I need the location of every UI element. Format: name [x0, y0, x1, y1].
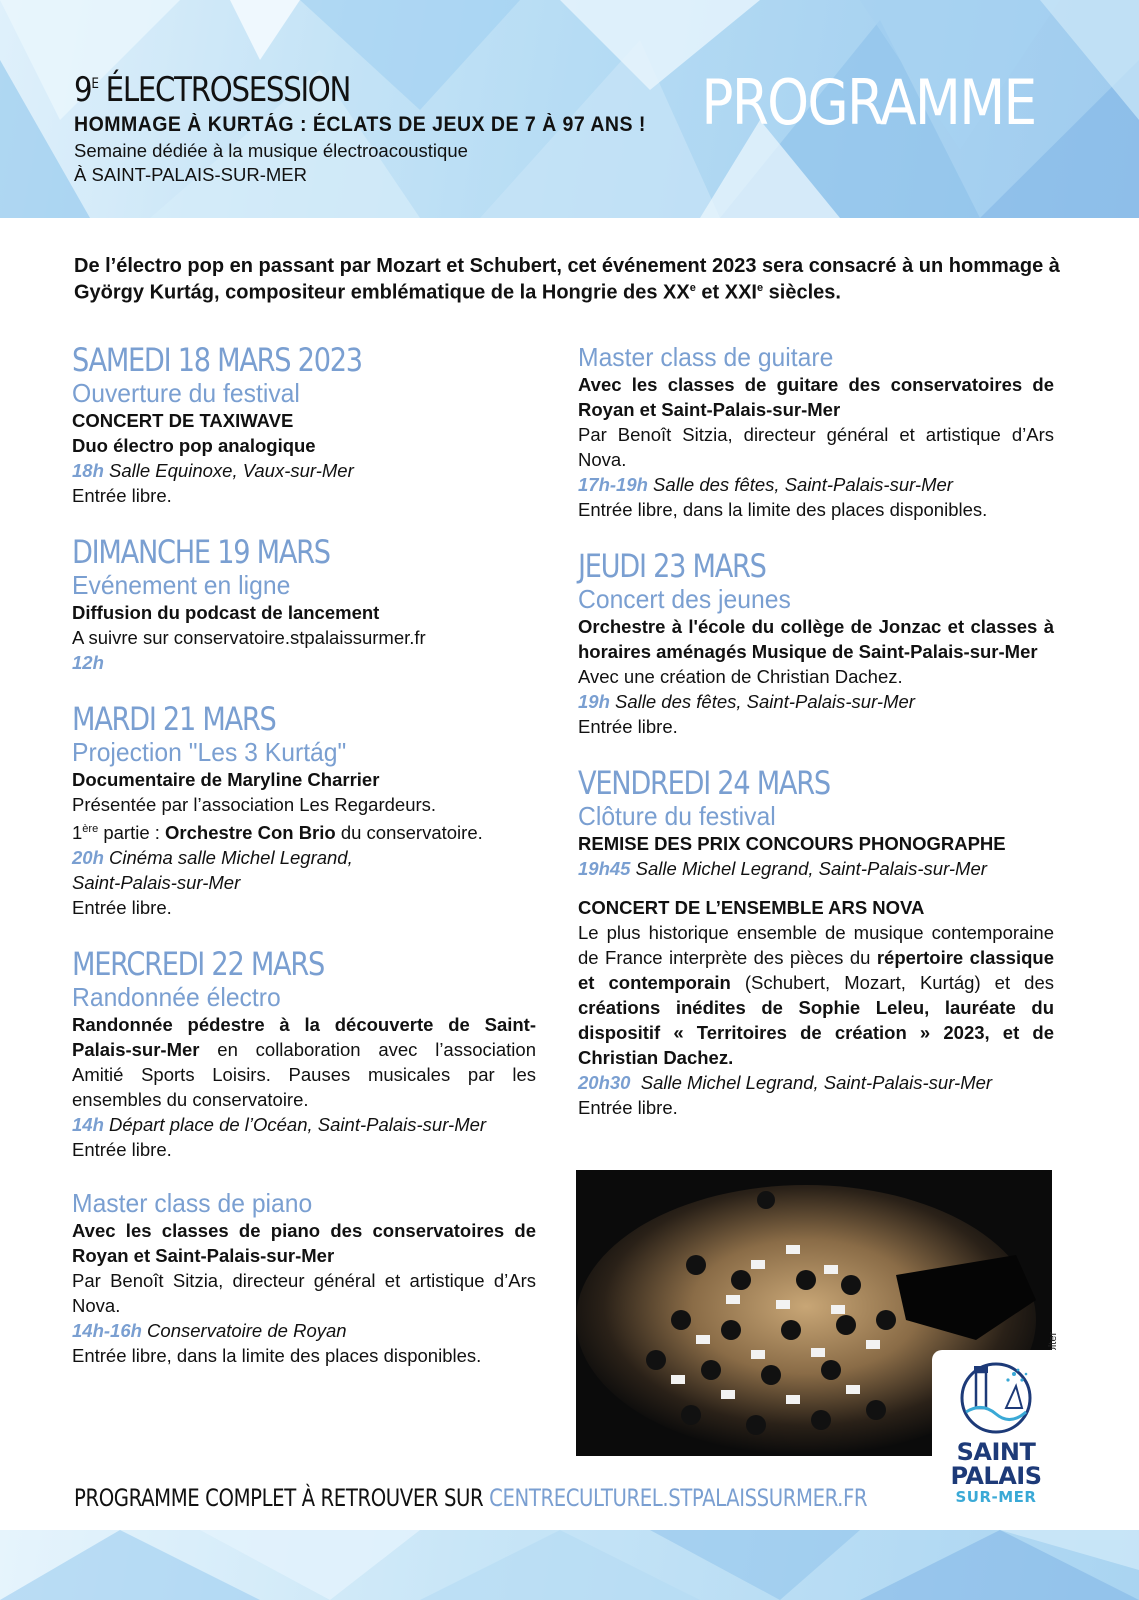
- event-masterclass-piano: [72, 1188, 536, 1368]
- faceted-footer-art: [0, 1530, 1139, 1600]
- event-entry: Entrée libre.: [72, 897, 172, 919]
- event-line: Par Benoît Sitzia, directeur général et artistique d’Ars Nova.: [578, 424, 1054, 470]
- event-time-place: 19h45 Salle Michel Legrand, Saint-Palais-sur-Mer: [578, 858, 987, 879]
- event-line: Documentaire de Maryline Charrier: [72, 769, 380, 790]
- event-title: Concert des jeunes: [578, 584, 791, 614]
- event-title: Master class de piano: [72, 1188, 313, 1219]
- event-entry: Entrée libre.: [578, 1097, 678, 1118]
- event-line: Duo électro pop analogique: [72, 435, 316, 456]
- saint-palais-logo: [932, 1350, 1060, 1520]
- event-time-place: 20h30 Salle Michel Legrand, Saint-Palais-sur-Mer: [578, 1072, 993, 1093]
- festival-title: $9^E$ ÉLECTROSESSION: [74, 70, 351, 110]
- event-time-place: 14h Départ place de l’Océan, Saint-Palais-sur-Mer: [72, 1114, 487, 1136]
- programme-heading: PROGRAMME: [700, 66, 1035, 139]
- day-heading: VENDREDI 24 MARS: [578, 764, 830, 802]
- event-title: Master class de guitare: [578, 342, 834, 372]
- event-mardi: [72, 701, 536, 920]
- event-mercredi: [72, 946, 536, 1162]
- event-line: 1ère partie : Orchestre Con Brio du conservatoire.: [72, 822, 483, 844]
- day-heading: JEUDI 23 MARS: [578, 547, 766, 585]
- day-heading: DIMANCHE 19 MARS: [72, 533, 330, 571]
- event-title: Ouverture du festival: [72, 378, 300, 408]
- lighthouse-emblem-icon: [932, 1350, 1060, 1440]
- event-line: CONCERT DE TAXIWAVE: [72, 410, 294, 431]
- event-title: Clôture du festival: [578, 801, 776, 831]
- event-jeudi: [578, 548, 1054, 739]
- header-banner: [0, 0, 1139, 218]
- event-place: Saint-Palais-sur-Mer: [72, 872, 241, 894]
- event-line: Avec les classes de guitare des conservatoires de Royan et Saint-Palais-sur-Mer: [578, 374, 1054, 420]
- event-dimanche: [72, 534, 536, 675]
- event-line: CONCERT DE L’ENSEMBLE ARS NOVA: [578, 897, 925, 918]
- event-line: Avec les classes de piano des conservatoires de Royan et Saint-Palais-sur-Mer: [72, 1220, 536, 1267]
- photo-credit: [1059, 1307, 1073, 1417]
- bottom-decorative-band: [0, 1530, 1139, 1600]
- event-samedi: [72, 342, 536, 508]
- event-title: Evénement en ligne: [72, 570, 291, 600]
- logo-wordmark-sub: SUR-MER: [955, 1488, 1037, 1506]
- event-line: A suivre sur conservatoire.stpalaissurmer.fr: [72, 627, 426, 648]
- event-title: Randonnée électro: [72, 982, 281, 1013]
- footer-link-line: PROGRAMME COMPLET À RETROUVER SUR CENTRECULTUREL.STPALAISSURMER.FR: [74, 1484, 868, 1512]
- event-time-place: 19h Salle des fêtes, Saint-Palais-sur-Mer: [578, 691, 915, 712]
- left-column: [72, 342, 536, 1368]
- event-entry: Entrée libre, dans la limite des places disponibles.: [578, 499, 988, 520]
- event-line: Par Benoît Sitzia, directeur général et artistique d’Ars Nova.: [72, 1270, 536, 1317]
- event-vendredi: [578, 765, 1054, 1120]
- festival-location: À SAINT-PALAIS-SUR-MER: [74, 164, 308, 185]
- event-masterclass-guitare: [578, 342, 1054, 522]
- festival-tagline: Semaine dédiée à la musique électroacoustique: [74, 140, 468, 161]
- event-description: Le plus historique ensemble de musique contemporaine de France interprète des pièces du répertoire classique et contemporain (Schubert, Mozart, Kurtág) et des créations inédites de Sophie Leleu, lauréate du dispositif « Territoires de création » 2023, et de Christian Dachez.: [578, 922, 1054, 1068]
- event-time: 12h: [72, 652, 104, 673]
- day-heading: SAMEDI 18 MARS 2023: [72, 341, 362, 379]
- festival-subtitle: HOMMAGE À KURTÁG : ÉCLATS DE JEUX DE 7 À 97 ANS !: [74, 113, 646, 136]
- logo-wordmark: SAINT PALAIS: [950, 1438, 1042, 1490]
- right-column: [578, 342, 1054, 1120]
- event-entry: Entrée libre.: [578, 716, 678, 737]
- event-line: Diffusion du podcast de lancement: [72, 602, 380, 623]
- event-entry: Entrée libre.: [72, 485, 172, 506]
- event-entry: Entrée libre, dans la limite des places disponibles.: [72, 1345, 482, 1367]
- event-description: Randonnée pédestre à la découverte de Saint-Palais-sur-Mer en collaboration avec l’association Amitié Sports Loisirs. Pauses musicales par les ensembles du conservatoire.: [72, 1014, 536, 1111]
- event-time-place: 18h Salle Equinoxe, Vaux-sur-Mer: [72, 460, 354, 481]
- event-time-place: 14h-16h Conservatoire de Royan: [72, 1320, 347, 1342]
- intro-paragraph: De l’électro pop en passant par Mozart et Schubert, cet événement 2023 sera consacré à un hommage à György Kurtág, compositeur emblématique de la Hongrie des XXe et XXIe siècles.: [74, 255, 1060, 304]
- footer-url-link[interactable]: CENTRECULTUREL.STPALAISSURMER.FR: [489, 1484, 868, 1512]
- event-line: REMISE DES PRIX CONCOURS PHONOGRAPHE: [578, 833, 1006, 854]
- event-title: Projection "Les 3 Kurtág": [72, 737, 347, 767]
- day-heading: MARDI 21 MARS: [72, 700, 276, 738]
- event-line: Orchestre à l'école du collège de Jonzac et classes à horaires aménagés Musique de Saint-Palais-sur-Mer: [578, 616, 1054, 662]
- event-time-place: 17h-19h Salle des fêtes, Saint-Palais-sur-Mer: [578, 474, 953, 495]
- event-line: Avec une création de Christian Dachez.: [578, 666, 903, 687]
- event-entry: Entrée libre.: [72, 1139, 172, 1161]
- day-heading: MERCREDI 22 MARS: [72, 945, 324, 984]
- event-line: Présentée par l’association Les Regardeurs.: [72, 794, 437, 815]
- event-time-place: 20h Cinéma salle Michel Legrand,: [72, 847, 353, 869]
